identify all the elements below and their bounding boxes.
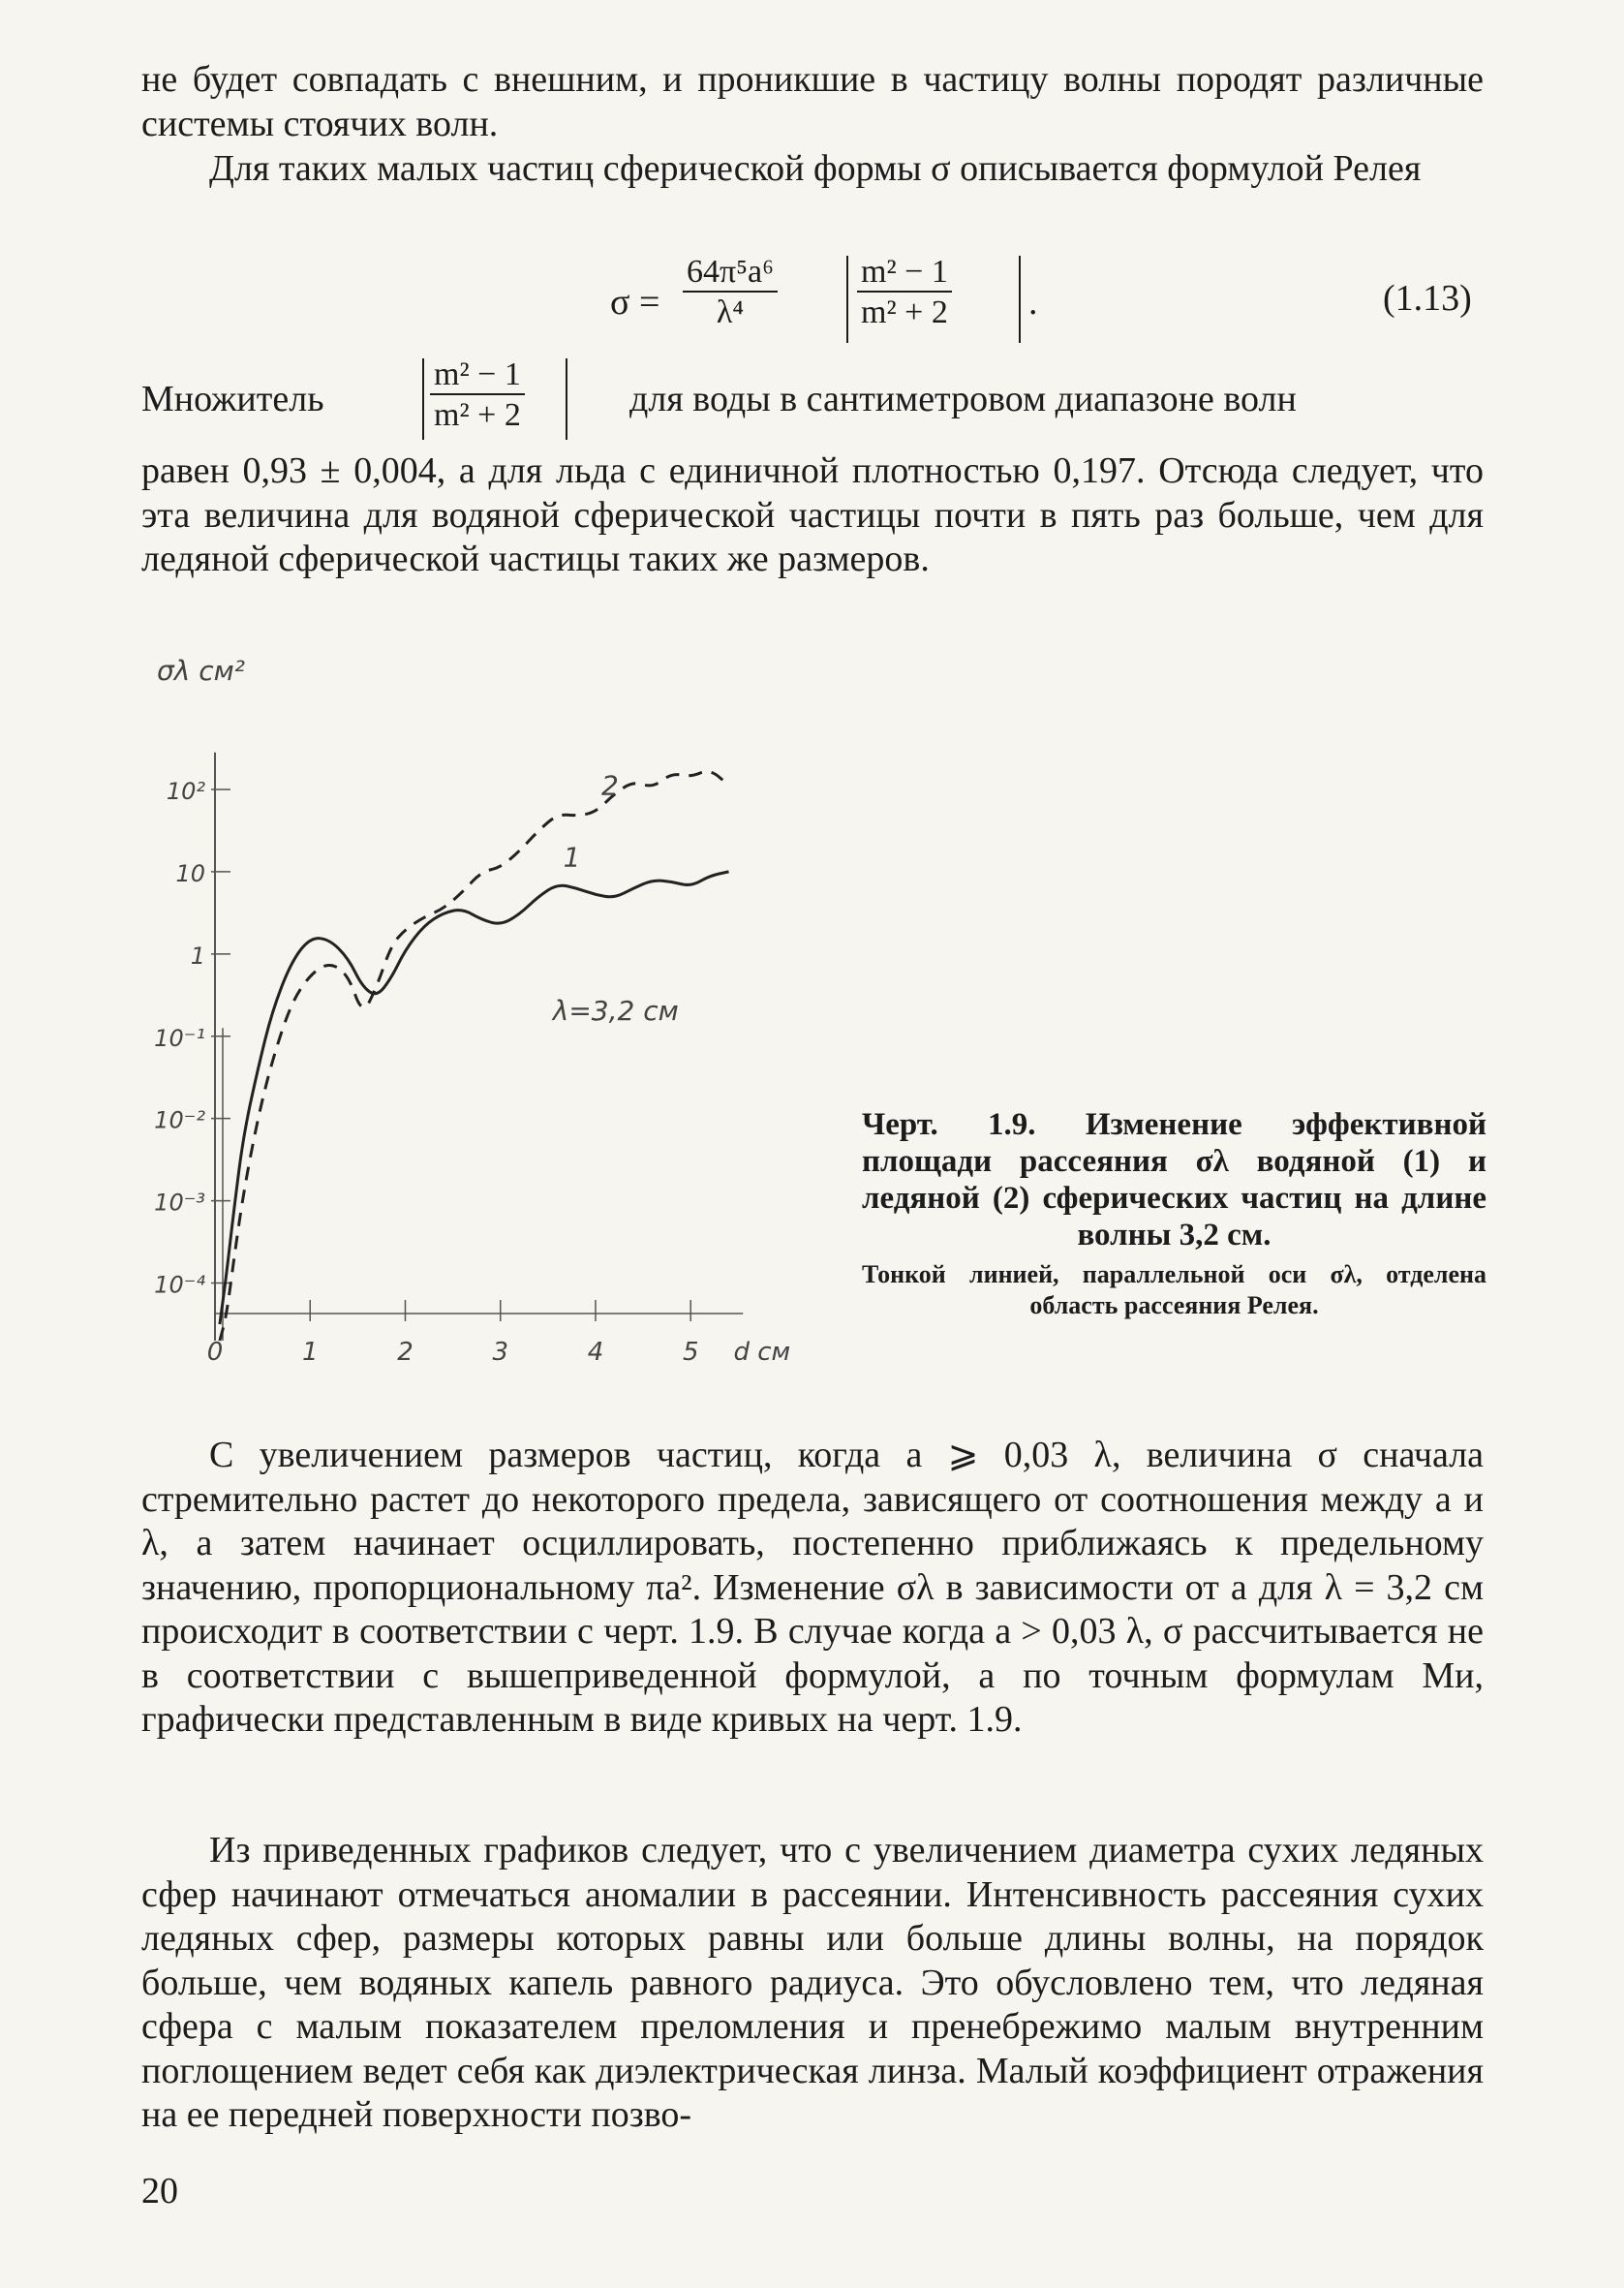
paragraph-2 <box>141 147 1484 192</box>
scattering-chart <box>145 651 843 1397</box>
x-tick-label: 5 <box>682 1338 699 1367</box>
page-number: 20 <box>141 2171 178 2211</box>
formula-lhs: σ = <box>610 282 660 323</box>
caption-main: Черт. 1.9. Изменение эффективной площади рассеяния σλ водяной (1) и ледяной (2) сферических частиц на длине волны 3,2 см. <box>862 1107 1486 1252</box>
formula-fraction-1 <box>683 254 778 331</box>
series-1-curve <box>220 872 729 1324</box>
y-tick-label: 10⁻¹ <box>154 1024 205 1052</box>
formula-abs-bar-left <box>846 256 848 343</box>
formula-fraction-1-den: λ⁴ <box>683 291 778 331</box>
series-1-label: 1 <box>563 841 581 874</box>
rayleigh-formula <box>0 254 1624 345</box>
formula-abs-bar-right <box>1019 256 1021 343</box>
caption-note: Тонкой линией, параллельной оси σλ, отделена область рассеяния Релея. <box>862 1260 1486 1319</box>
paragraph-3-text: равен 0,93 ± 0,004, а для льда с единичной плотностью 0,197. Отсюда следует, что эта величина для водяной сферической частицы почти в пять раз больше, чем для ледяной сферической частицы таких же размеров. <box>141 450 1484 579</box>
formula-fraction-2-num: m² − 1 <box>861 254 948 290</box>
multiplier-abs-bar-right <box>566 358 567 440</box>
series-2-curve <box>220 769 729 1341</box>
y-tick-label: 10⁻² <box>154 1106 205 1134</box>
paragraph-3 <box>141 449 1484 582</box>
y-tick-label: 10 <box>175 859 205 887</box>
paragraph-5-text: Из приведенных графиков следует, что с увеличением диаметра сухих ледяных сфер начинают отмечаться аномалии в рассеянии. Интенсивность рассеяния сухих ледяных сфер, размеры которых равны или больше длины волны, на порядок больше, чем водяных капель равного радиуса. Это обусловлено тем, что ледяная сфера с малым показателем преломления и пренебрежимо малым внутренним поглощением ведет себя как диэлектрическая линза. Малый коэффициент отражения на ее передней поверхности позво- <box>141 1830 1484 2135</box>
x-tick-label: 2 <box>397 1338 414 1367</box>
formula-fraction-2-den: m² + 2 <box>857 291 952 331</box>
multiplier-abs-bar-left <box>422 358 424 440</box>
paragraph-1 <box>141 58 1484 146</box>
formula-fraction-1-num: 64π⁵a⁶ <box>687 254 774 290</box>
y-tick-label: 10² <box>166 777 205 805</box>
wavelength-annotation: λ=3,2 см <box>552 994 679 1027</box>
figure-caption <box>862 1106 1486 1321</box>
paragraph-4-text: С увеличением размеров частиц, когда a ⩾ 0,03 λ, величина σ сначала стремительно растет до некоторого предела, зависящего от соотношения между a и λ, а затем начинает осциллировать, постепенно приближаясь к предельному значению, пропорциональному πa². Изменение σλ в зависимости от a для λ = 3,2 см происходит в соответствии с черт. 1.9. В случае когда a > 0,03 λ, σ рассчитывается не в соответствии с вышеприведенной формулой, а по точным формулам Ми, графически представленным в виде кривых на черт. 1.9. <box>141 1435 1484 1740</box>
y-axis-label: σλ см² <box>157 655 245 687</box>
paragraph-4 <box>141 1434 1484 1743</box>
multiplier-den: m² + 2 <box>430 393 525 434</box>
y-tick-label: 10⁻³ <box>154 1189 205 1217</box>
multiplier-lead: Множитель <box>141 379 324 419</box>
y-tick-label: 1 <box>190 942 205 970</box>
x-tick-label: 1 <box>301 1338 319 1367</box>
paragraph-5 <box>141 1829 1484 2138</box>
paragraph-2-text: Для таких малых частиц сферической формы σ описывается формулой Релея <box>209 148 1422 189</box>
multiplier-line <box>141 356 1484 444</box>
y-tick-label: 10⁻⁴ <box>154 1271 205 1299</box>
x-tick-label: 4 <box>587 1338 604 1367</box>
equation-number: (1.13) <box>1383 278 1472 319</box>
x-axis-label: d см <box>733 1338 791 1367</box>
paragraph-1-text: не будет совпадать с внешним, и проникшие в частицу волны породят различные системы стоячих волн. <box>141 59 1484 144</box>
x-tick-label: 3 <box>492 1338 509 1367</box>
formula-tail: . <box>1028 282 1038 323</box>
x-tick-label: 0 <box>206 1338 224 1367</box>
series-2-label: 2 <box>600 769 619 802</box>
multiplier-num: m² − 1 <box>434 356 521 392</box>
formula-fraction-2 <box>857 254 952 331</box>
multiplier-tail: для воды в сантиметровом диапазоне волн <box>629 379 1297 419</box>
multiplier-fraction <box>430 356 525 434</box>
